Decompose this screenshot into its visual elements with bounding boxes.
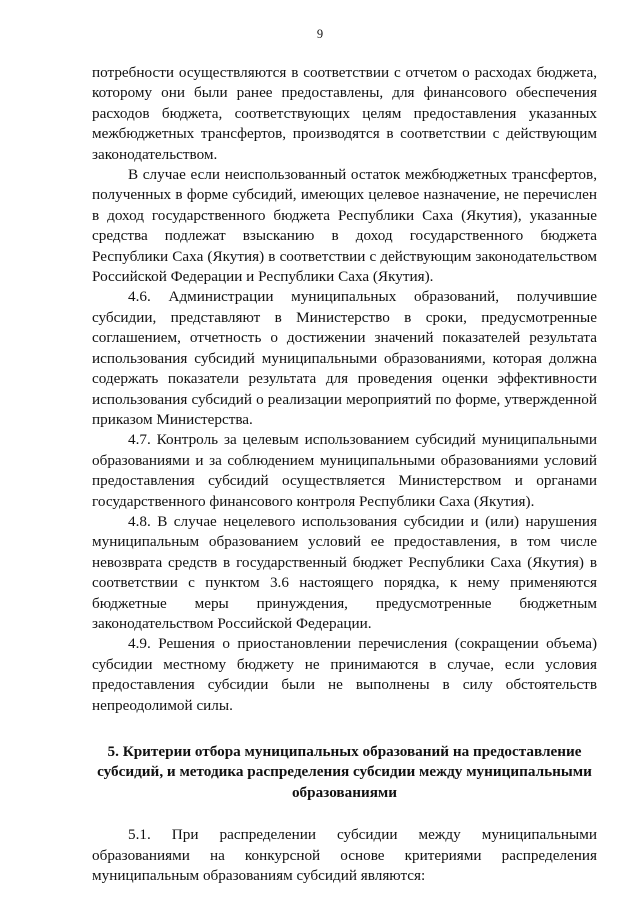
paragraph-continuation: потребности осуществляются в соответствии с отчетом о расходах бюджета, которому они были ранее предоставлены, для финансового обеспечения расходов бюджета, соответствующих целям предоставления указанных межбюджетных трансфертов, производятся в соответствии с действующим законодательством. xyxy=(92,64,597,163)
paragraph-5-1: 5.1. При распределении субсидии между муниципальными образованиями на конкурсной основе критериями распределения муниципальным образованиям субсидий являются: xyxy=(92,826,597,885)
page-number: 9 xyxy=(316,27,324,41)
paragraph-4-9: 4.9. Решения о приостановлении перечисления (сокращении объема) субсидии местному бюджету не принимаются в случае, если условия предоставления субсидии были не выполнены в силу обстоятельств непреодолимой силы. xyxy=(92,635,597,714)
paragraph-4-6: 4.6. Администрации муниципальных образований, получившие субсидии, представляют в Министерство в сроки, предусмотренные соглашением, отчетность о достижении значений показателей результата использования субсидий муниципальными образованиями, которая должна содержать показатели результата для проведения оценки эффективности использования субсидий о реализации мероприятий по форме, утвержденной приказом Министерства. xyxy=(92,288,597,428)
paragraph-4-8: 4.8. В случае нецелевого использования субсидии и (или) нарушения муниципальным образованием условий ее предоставления, в том числе невозврата средств в государственный бюджет Республики Саха (Якутия) в соответствии с пунктом 3.6 настоящего порядка, к нему применяются бюджетные меры принуждения, предусмотренные бюджетным законодательством Российской Федерации. xyxy=(92,512,597,632)
paragraph-4-7: 4.7. Контроль за целевым использованием субсидий муниципальными образованиями и за соблюдением муниципальными образованиями условий предоставления субсидий осуществляется Министерством и органами государственного финансового контроля Республики Саха (Якутия). xyxy=(92,431,597,510)
section-heading: 5. Критерии отбора муниципальных образований на предоставление субсидий, и методика распределения субсидии между муниципальными образованиями xyxy=(97,743,592,801)
paragraph-unused-balance: В случае если неиспользованный остаток межбюджетных трансфертов, полученных в форме субсидий, имеющих целевое назначение, не перечислен в доход государственного бюджета Республики Саха (Якутия), указанные средства подлежат взысканию в доход государственного бюджета Республики Саха (Якутия) в соответствии с действующим законодательством Российской Федерации и Республики Саха (Якутия). xyxy=(92,166,597,286)
document-body xyxy=(92,63,597,886)
